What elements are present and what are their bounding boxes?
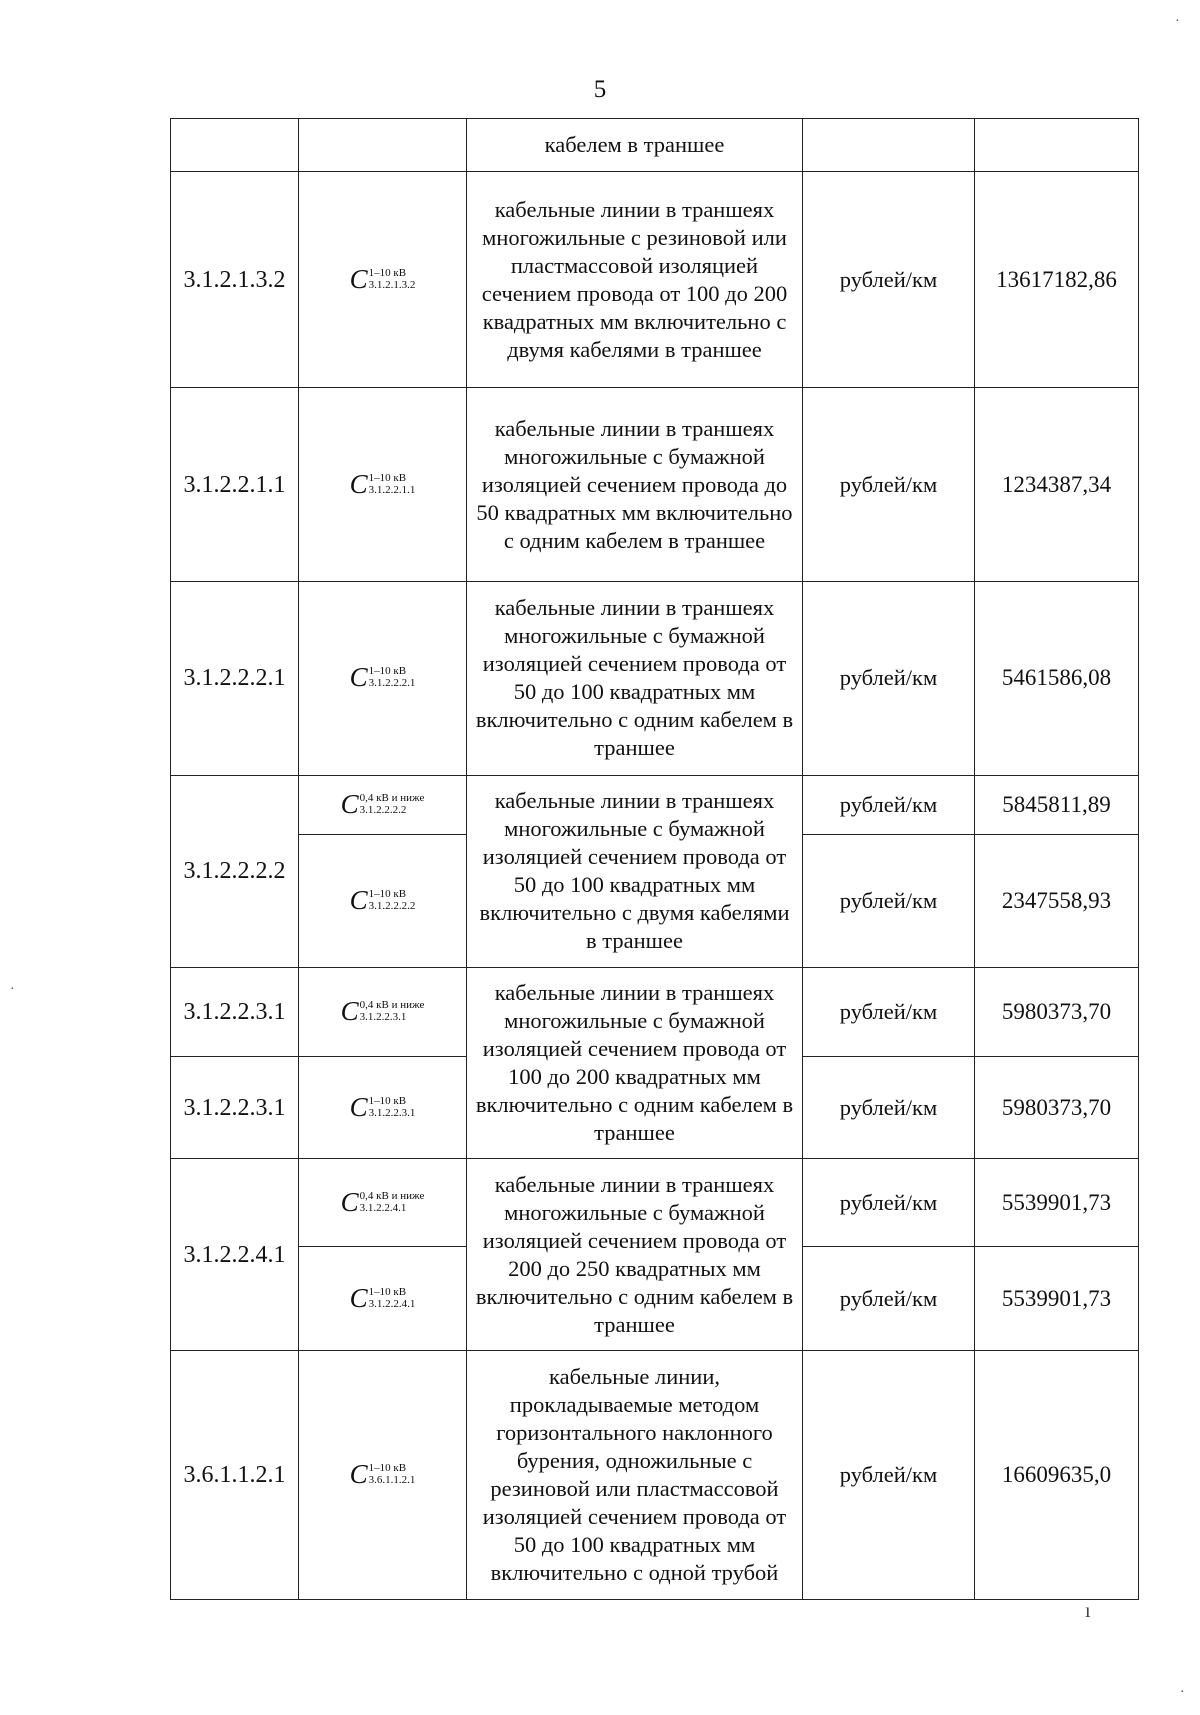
row-symbol (299, 388, 467, 582)
row-description: кабельные линии, прокладываемые методом горизонтального наклонного бурения, одножильные с резиновой или пластмассовой изоляцией сечением провода от 50 до 100 квадратных мм включительно с одной трубой (467, 1351, 803, 1600)
table-row (171, 172, 1139, 388)
rate-symbol: C 1–10 кВ 3.1.2.2.1.1 (349, 468, 416, 499)
row-value: 5461586,08 (975, 582, 1139, 776)
row-value: 5980373,70 (975, 967, 1139, 1057)
scan-speck: · (10, 982, 15, 997)
rate-symbol: C 0,4 кВ и ниже 3.1.2.2.2.2 (340, 788, 425, 819)
table-row (171, 967, 1139, 1057)
scan-speck: · (1180, 1685, 1185, 1700)
row-unit: рублей/км (803, 1247, 975, 1351)
row-code: 3.1.2.1.3.2 (171, 172, 299, 388)
row-value: 13617182,86 (975, 172, 1139, 388)
rate-symbol: C 1–10 кВ 3.1.2.2.4.1 (349, 1282, 416, 1313)
row-code: 3.1.2.2.1.1 (171, 388, 299, 582)
table-row (171, 1159, 1139, 1247)
row-symbol (299, 582, 467, 776)
row-value: 16609635,0 (975, 1351, 1139, 1600)
row-unit: рублей/км (803, 1159, 975, 1247)
row-description: кабельные линии в траншеях многожильные с бумажной изоляцией сечением провода от 200 до 250 квадратных мм включительно с одним кабелем в траншее (467, 1159, 803, 1351)
row-symbol (299, 1351, 467, 1600)
row-code: 3.1.2.2.2.2 (171, 775, 299, 967)
row-symbol (299, 1159, 467, 1247)
row-description: кабельные линии в траншеях многожильные с резиновой или пластмассовой изоляцией сечением провода от 100 до 200 квадратных мм включительно с двумя кабелями в траншее (467, 172, 803, 388)
table-row (171, 582, 1139, 776)
rate-symbol: C 1–10 кВ 3.1.2.2.2.2 (349, 884, 416, 915)
row-symbol (299, 967, 467, 1057)
row-unit: рублей/км (803, 388, 975, 582)
row-code: 3.1.2.2.3.1 (171, 1057, 299, 1159)
row-code: 3.1.2.2.4.1 (171, 1159, 299, 1351)
row-value: 5980373,70 (975, 1057, 1139, 1159)
row-description: кабельные линии в траншеях многожильные с бумажной изоляцией сечением провода до 50 квадратных мм включительно с одним кабелем в траншее (467, 388, 803, 582)
row-unit: рублей/км (803, 582, 975, 776)
rate-symbol: C 1–10 кВ 3.1.2.2.2.1 (349, 662, 416, 693)
scan-speck: ı (1085, 1600, 1091, 1622)
row-unit (803, 119, 975, 172)
rate-symbol: C 1–10 кВ 3.6.1.1.2.1 (349, 1459, 416, 1490)
rate-symbol: C 1–10 кВ 3.1.2.2.3.1 (349, 1091, 416, 1122)
row-unit: рублей/км (803, 834, 975, 967)
rate-symbol: C 0,4 кВ и ниже 3.1.2.2.3.1 (340, 995, 425, 1026)
page-number: 5 (593, 76, 607, 103)
table-row (171, 388, 1139, 582)
row-value: 1234387,34 (975, 388, 1139, 582)
row-symbol (299, 119, 467, 172)
row-code: 3.6.1.1.2.1 (171, 1351, 299, 1600)
row-symbol (299, 775, 467, 834)
row-code: 3.1.2.2.3.1 (171, 967, 299, 1057)
row-unit: рублей/км (803, 1351, 975, 1600)
row-symbol (299, 1247, 467, 1351)
row-value: 5539901,73 (975, 1159, 1139, 1247)
scan-speck: · (1175, 14, 1180, 29)
row-description: кабельные линии в траншеях многожильные с бумажной изоляцией сечением провода от 100 до 200 квадратных мм включительно с одним кабелем в траншее (467, 967, 803, 1159)
row-value: 2347558,93 (975, 834, 1139, 967)
row-unit: рублей/км (803, 775, 975, 834)
row-description: кабельные линии в траншеях многожильные с бумажной изоляцией сечением провода от 50 до 100 квадратных мм включительно с двумя кабелями в траншее (467, 775, 803, 967)
row-code (171, 119, 299, 172)
table-row (171, 775, 1139, 834)
table-row (171, 1351, 1139, 1600)
row-symbol (299, 834, 467, 967)
row-description: кабельные линии в траншеях многожильные с бумажной изоляцией сечением провода от 50 до 100 квадратных мм включительно с одним кабелем в траншее (467, 582, 803, 776)
row-description: кабелем в траншее (467, 119, 803, 172)
row-value (975, 119, 1139, 172)
table-row (171, 119, 1139, 172)
row-symbol (299, 172, 467, 388)
row-code: 3.1.2.2.2.1 (171, 582, 299, 776)
row-value: 5539901,73 (975, 1247, 1139, 1351)
rate-symbol: C 1–10 кВ 3.1.2.1.3.2 (349, 263, 416, 294)
row-unit: рублей/км (803, 172, 975, 388)
row-unit: рублей/км (803, 967, 975, 1057)
rate-symbol: C 0,4 кВ и ниже 3.1.2.2.4.1 (340, 1186, 425, 1217)
tariff-table (170, 118, 1139, 1600)
row-symbol (299, 1057, 467, 1159)
row-value: 5845811,89 (975, 775, 1139, 834)
row-unit: рублей/км (803, 1057, 975, 1159)
